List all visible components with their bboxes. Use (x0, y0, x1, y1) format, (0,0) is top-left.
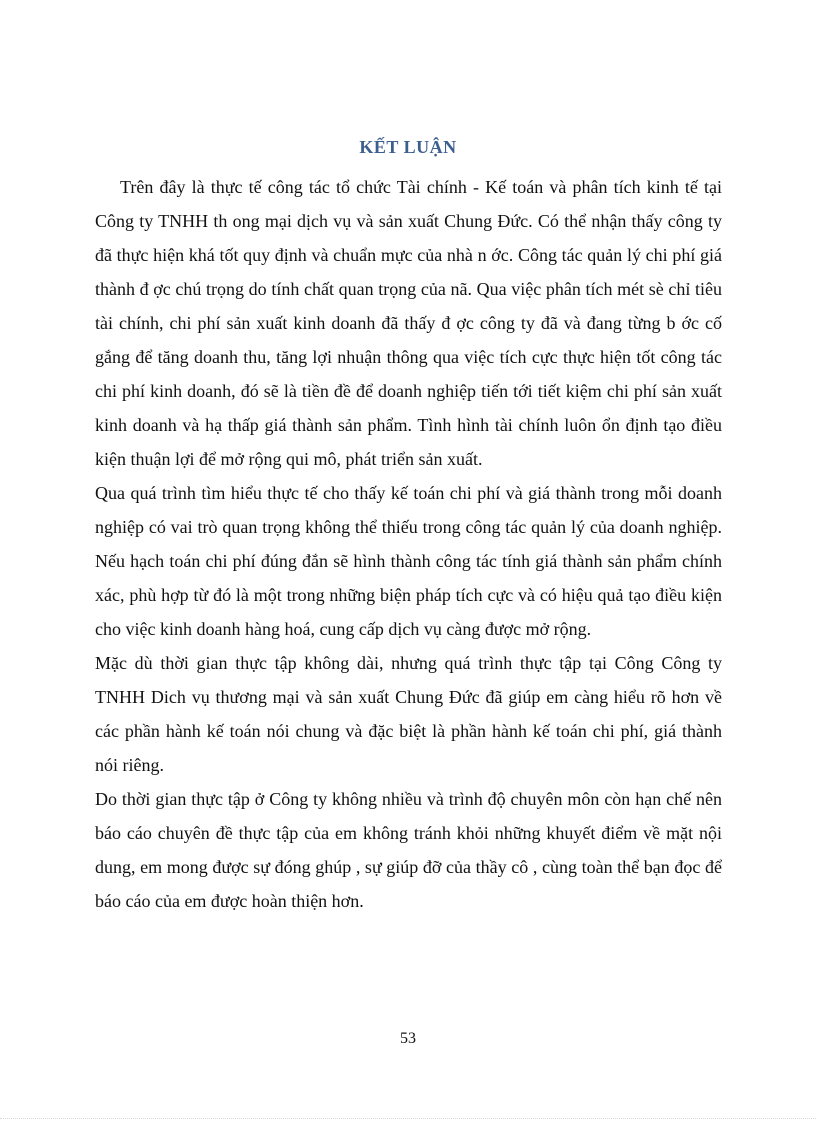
page-number: 53 (400, 1030, 416, 1047)
paragraph-3: Mặc dù thời gian thực tập không dài, nhưng quá trình thực tập tại Công Công ty TNHH Dich vụ thương mại và sản xuất Chung Đức đã giúp em càng hiểu rõ hơn về các phần hành kế toán nói chung và đặc biệt là phần hành kế toán chi phí, giá thành nói riêng. (95, 653, 722, 775)
paragraph-2: Qua quá trình tìm hiểu thực tế cho thấy kế toán chi phí và giá thành trong mỗi doanh nghiệp có vai trò quan trọng không thể thiếu trong công tác quản lý của doanh nghiệp. Nếu hạch toán chi phí đúng đắn sẽ hình thành công tác tính giá thành sản phẩm chính xác, phù hợp từ đó là một trong những biện pháp tích cực và có hiệu quả tạo điều kiện cho việc kinh doanh hàng hoá, cung cấp dịch vụ càng được mở rộng. (95, 483, 722, 639)
page-title: KẾT LUẬN (359, 137, 457, 157)
paragraph-4: Do thời gian thực tập ở Công ty không nhiều và trình độ chuyên môn còn hạn chế nên báo cáo chuyên đề thực tập của em không tránh khỏi những khuyết điểm về mặt nội dung, em mong được sự đóng ghúp , sự giúp đỡ của thầy cô , cùng toàn thể bạn đọc để báo cáo của em được hoàn thiện hơn. (95, 789, 722, 911)
page-bottom-divider (0, 1118, 816, 1119)
paragraph-1: Trên đây là thực tế công tác tổ chức Tài chính - Kế toán và phân tích kinh tế tại Công ty TNHH th ong mại dịch vụ và sản xuất Chung Đức. Có thể nhận thấy công ty đã thực hiện khá tốt quy định và chuẩn mực của nhà n ớc. Công tác quản lý chi phí giá thành đ ợc chú trọng do tính chất quan trọng của nã. Qua việc phân tích mét sè chỉ tiêu tài chính, chi phí sản xuất kinh doanh đã thấy đ ợc công ty đã và đang từng b ớc cố gắng để tăng doanh thu, tăng lợi nhuận thông qua việc tích cực thực hiện tốt công tác chi phí kinh doanh, đó sẽ là tiền đề để doanh nghiệp tiến tới tiết kiệm chi phí sản xuất kinh doanh và hạ thấp giá thành sản phẩm. Tình hình tài chính luôn ổn định tạo điều kiện thuận lợi để mở rộng qui mô, phát triển sản xuất. (95, 177, 722, 469)
document-body (95, 170, 722, 918)
